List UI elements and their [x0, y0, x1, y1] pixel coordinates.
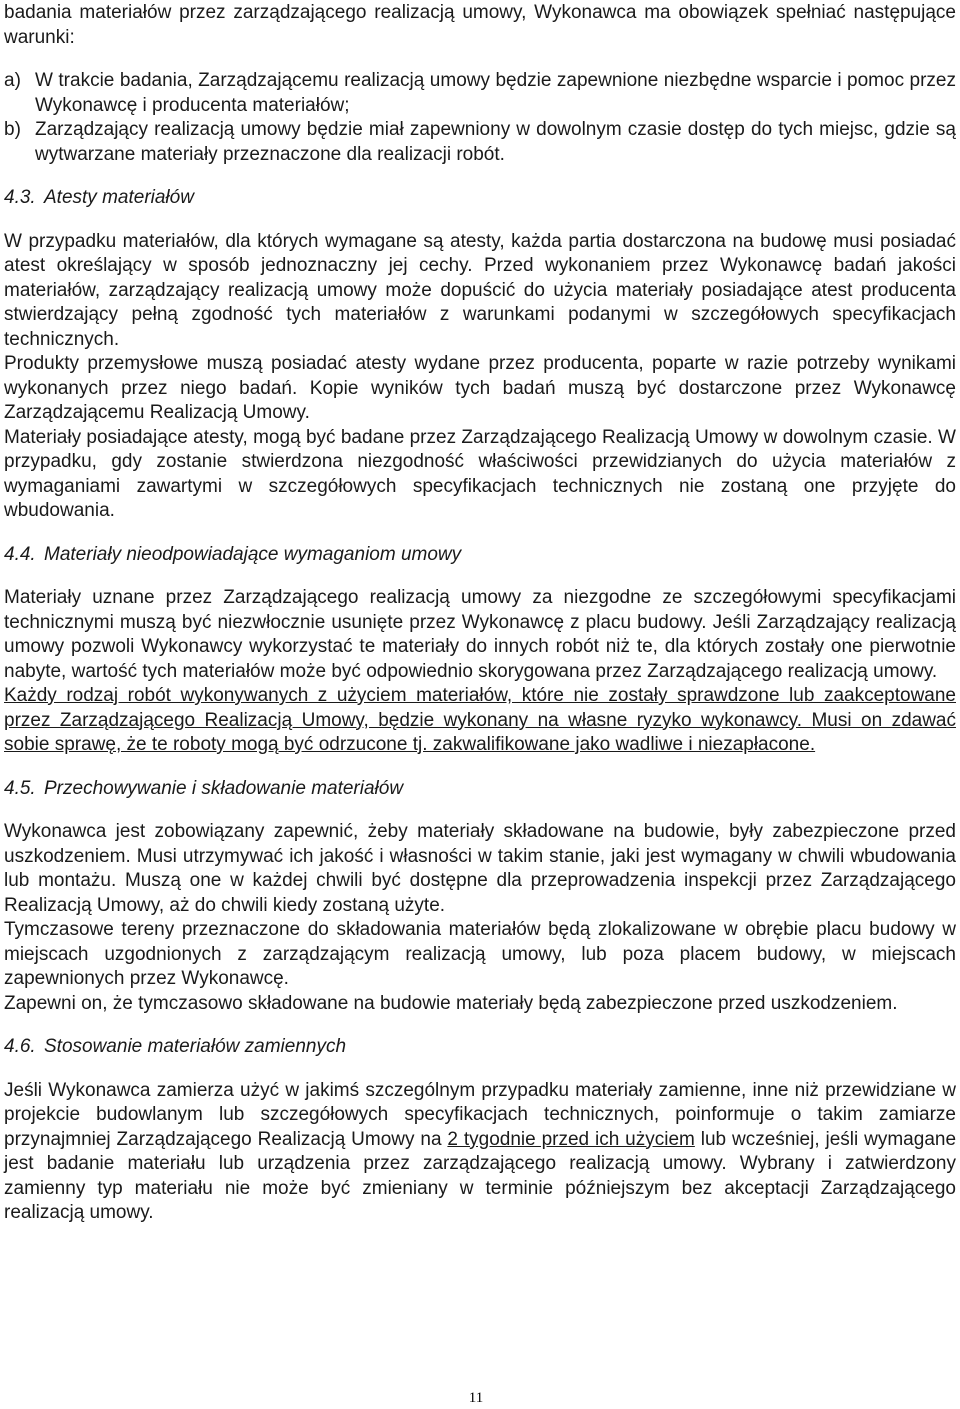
underlined-deadline: 2 tygodnie przed ich użyciem — [447, 1128, 695, 1150]
section-heading-4-6 — [4, 1035, 956, 1060]
section-number: 4.4. — [4, 543, 36, 565]
section-4-3-paragraph-2: Produkty przemysłowe muszą posiadać atesty wydane przez producenta, poparte w razie potrzeby wynikami wykonanych przez niego badań. Kopie wyników tych badań muszą być dostarczone przez Wykonawcę Zarządzającemu Realizacją Umowy. — [4, 353, 956, 423]
paragraph-text: Jeśli Wykonawca zamierza użyć w jakimś szczególnym przypadku materiały zamienne, inne niż przewidziane w projekcie budowlanym lub szczegółowych specyfikacjach technicznych, poinformuje o takim zamiarze przynajmniej Zarządzającego Realizacją Umowy na — [4, 1079, 956, 1150]
list-marker: b) — [4, 119, 21, 140]
document-page — [4, 0, 956, 1409]
section-4-6-paragraph-1 — [4, 1079, 956, 1226]
section-4-5-paragraph-1: Wykonawca jest zobowiązany zapewnić, żeby materiały składowane na budowie, były zabezpieczone przed uszkodzeniem. Musi utrzymywać ich jakość i własności w takim stanie, jaki jest wymagany w chwili wbudowania lub montażu. Muszą one w każdej chwili być dostępne dla przeprowadzenia inspekcji przez Zarządzającego Realizacją Umowy, aż do chwili kiedy zostaną użyte. — [4, 821, 956, 916]
section-4-3-paragraph-1: W przypadku materiałów, dla których wymagane są atesty, każda partia dostarczona na budowę musi posiadać atest określający w sposób jednoznaczny jej cechy. Przed wykonaniem przez Wykonawcę badań jakości materiałów, zarządzający realizacją umowy może dopuścić do użycia materiały posiadające atest producenta stwierdzający pełną zgodność tych materiałów z warunkami podanymi w szczegółowych specyfikacjach technicznych. — [4, 230, 956, 350]
section-number: 4.5. — [4, 777, 36, 799]
intro-paragraph: badania materiałów przez zarządzającego realizacją umowy, Wykonawca ma obowiązek spełniać następujące warunki: — [4, 2, 956, 48]
section-title: Materiały nieodpowiadające wymaganiom umowy — [44, 543, 462, 565]
section-title: Atesty materiałów — [44, 187, 194, 208]
list-item-b — [4, 118, 956, 167]
section-4-5-paragraph-2: Tymczasowe tereny przeznaczone do składowania materiałów będą zlokalizowane w obrębie placu budowy w miejscach uzgodnionych z zarządzającym realizacją umowy, lub poza placem budowy, w miejscach zapewnionych przez Wykonawcę. — [4, 919, 956, 989]
conditions-list — [4, 69, 956, 167]
section-4-4-paragraph-2-underlined: Każdy rodzaj robót wykonywanych z użyciem materiałów, które nie zostały sprawdzone lub zaakceptowane przez Zarządzającego Realizacją Umowy, będzie wykonany na własne ryzyko wykonawcy. Musi on zdawać sobie sprawę, że te roboty mogą być odrzucone tj. zakwalifikowane jako wadliwe i niezapłacone. — [4, 685, 956, 755]
section-heading-4-3 — [4, 186, 956, 211]
section-number: 4.3. — [4, 187, 36, 208]
list-item-a — [4, 69, 956, 118]
list-item-text: Zarządzający realizacją umowy będzie miał zapewniony w dowolnym czasie dostęp do tych miejsc, gdzie są wytwarzane materiały przeznaczone dla realizacji robót. — [35, 119, 956, 165]
list-item-text: W trakcie badania, Zarządzającemu realizacją umowy będzie zapewnione niezbędne wsparcie i pomoc przez Wykonawcę i producenta materiałów; — [35, 70, 956, 116]
section-4-3-paragraph-3: Materiały posiadające atesty, mogą być badane przez Zarządzającego Realizacją Umowy w dowolnym czasie. W przypadku, gdy zostanie stwierdzona niezgodność właściwości przewidzianych do użycia materiałów z wymaganiami zawartymi w szczegółowych specyfikacjach technicznych nie zostaną one przyjęte do wbudowania. — [4, 426, 956, 521]
section-title: Stosowanie materiałów zamiennych — [44, 1036, 347, 1057]
paragraph-text: lub wcześniej, jeśli wymagane jest badanie materiału lub urządzenia przez zarządzającego realizacją umowy. Wybrany i zatwierdzony zamienny typ materiału nie może być zmieniany w terminie późniejszym bez akceptacji Zarządzającego realizacją umowy. — [4, 1128, 957, 1223]
section-heading-4-4 — [4, 543, 956, 568]
list-marker: a) — [4, 70, 21, 91]
section-4-4-paragraph-1: Materiały uznane przez Zarządzającego realizacją umowy za niezgodne ze szczegółowymi specyfikacjami technicznymi muszą być niezwłocznie usunięte przez Wykonawcę z placu budowy. Jeśli Zarządzający realizacją umowy pozwoli Wykonawcy wykorzystać te materiały do innych robót niż te, dla których zostały one pierwotnie nabyte, wartość tych materiałów może być odpowiednio skorygowana przez Zarządzającego realizacją umowy. — [4, 587, 956, 682]
section-title: Przechowywanie i składowanie materiałów — [44, 777, 404, 799]
section-4-5-paragraph-3: Zapewni on, że tymczasowo składowane na budowie materiały będą zabezpieczone przed uszkodzeniem. — [4, 992, 898, 1014]
section-heading-4-5 — [4, 777, 956, 802]
page-number: 11 — [468, 1390, 484, 1406]
section-number: 4.6. — [4, 1036, 36, 1057]
